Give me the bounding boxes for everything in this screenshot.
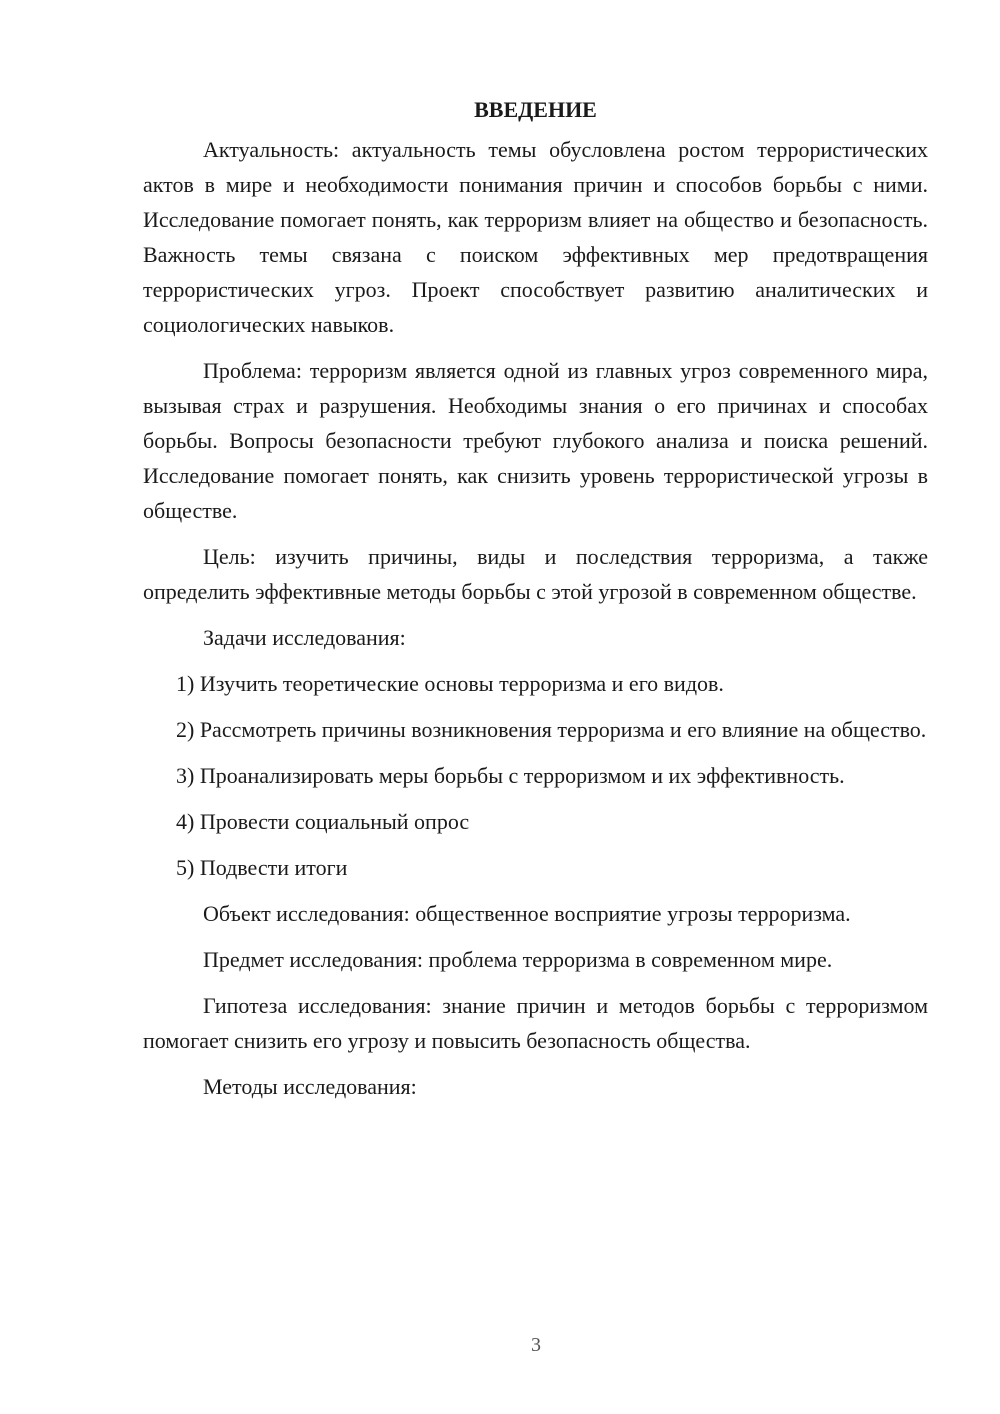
document-title: ВВЕДЕНИЕ xyxy=(474,97,597,122)
task-item-1: 1) Изучить теоретические основы терроризма и его видов. xyxy=(176,671,724,696)
page-number: 3 xyxy=(531,1334,541,1356)
paragraph-tasks-heading: Задачи исследования: xyxy=(203,625,406,650)
paragraph-methods: Методы исследования: xyxy=(203,1074,417,1099)
paragraph-problem: Проблема: терроризм является одной из главных угроз современного мира, вызывая страх и разрушения. Необходимы знания о его причинах и способах борьбы. Вопросы безопасности требуют глубокого анализа и поиска решений. Исследование помогает понять, как снизить уровень террористической угрозы в обществе. xyxy=(143,358,928,523)
document-page xyxy=(143,92,928,1104)
paragraph-relevance: Актуальность: актуальность темы обусловлена ростом террористических актов в мире и необходимости понимания причин и способов борьбы с ними. Исследование помогает понять, как терроризм влияет на общество и безопасность. Важность темы связана с поиском эффективных мер предотвращения террористических угроз. Проект способствует развитию аналитических и социологических навыков. xyxy=(143,137,928,337)
paragraph-subject: Предмет исследования: проблема терроризма в современном мире. xyxy=(203,947,833,972)
paragraph-goal: Цель: изучить причины, виды и последствия терроризма, а также определить эффективные методы борьбы с этой угрозой в современном обществе. xyxy=(143,544,928,604)
task-item-5: 5) Подвести итоги xyxy=(176,855,348,880)
task-item-4: 4) Провести социальный опрос xyxy=(176,809,470,834)
task-item-2: 2) Рассмотреть причины возникновения терроризма и его влияние на общество. xyxy=(176,717,927,742)
paragraph-hypothesis: Гипотеза исследования: знание причин и методов борьбы с терроризмом помогает снизить его угрозу и повысить безопасность общества. xyxy=(143,993,928,1053)
task-item-3: 3) Проанализировать меры борьбы с терроризмом и их эффективность. xyxy=(176,763,845,788)
paragraph-object: Объект исследования: общественное восприятие угрозы терроризма. xyxy=(203,901,851,926)
